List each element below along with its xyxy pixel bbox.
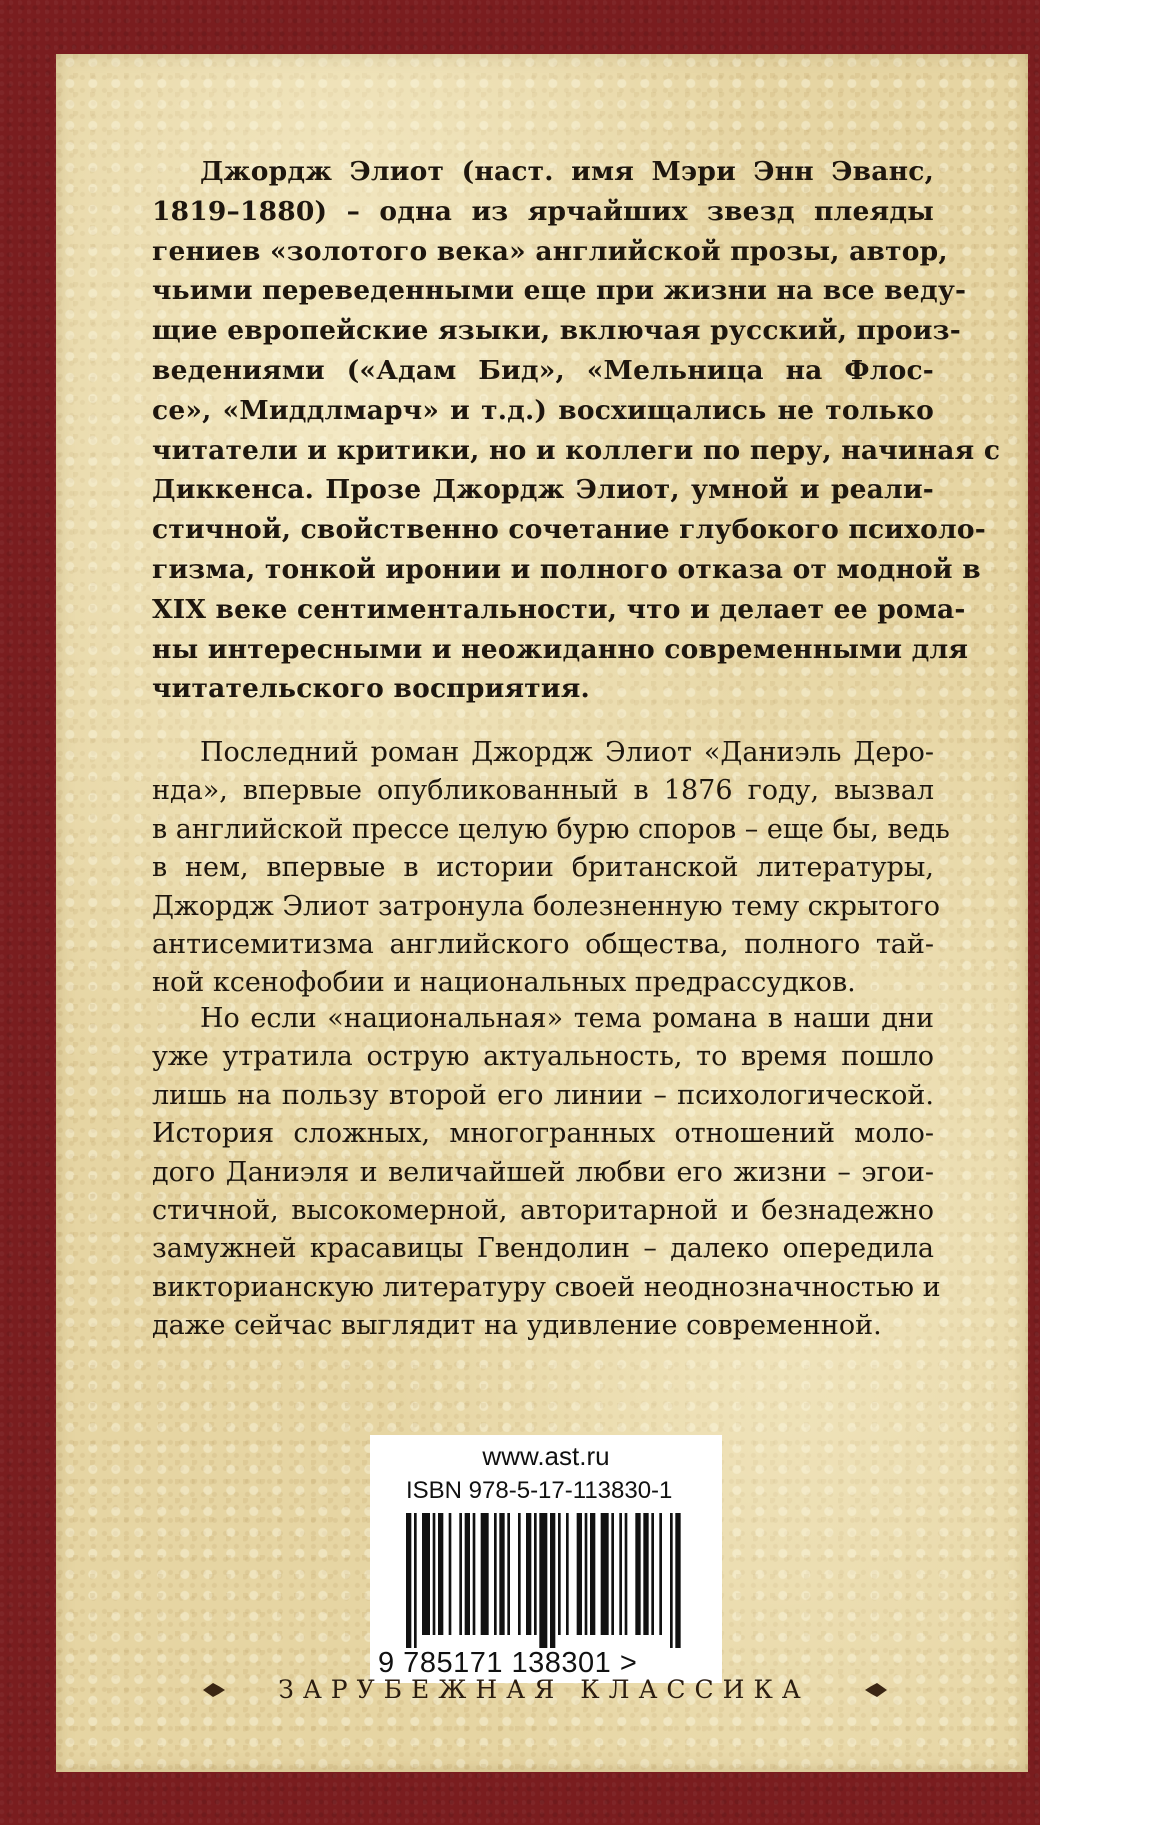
text-line: ной ксенофобии и национальных предрассудков. [152,967,856,999]
barcode-bar [670,1513,673,1648]
text-line: ны интересными и неожиданно современными для [152,633,969,665]
fleuron-left-icon [201,1680,227,1700]
barcode-bar [558,1513,561,1635]
text-line: гениев «золотого века» английской прозы, автор, [152,235,948,267]
text-line: Джордж Элиот (наст. имя Мэри Энн Эванс, [200,156,934,187]
text-line: се», «Миддлмарч» и т.д.) восхищались не только [152,394,934,426]
text-line: замужней красавицы Гвендолин – далеко опередила [152,1233,934,1265]
text-line: ведениями («Адам Бид», «Мельница на Флос- [152,354,934,386]
barcode-bar [611,1513,614,1635]
barcode-bar [675,1513,680,1648]
isbn-label: ISBN 978-5-17-113830-1 [406,1477,673,1504]
barcode-bar [433,1513,436,1635]
text-line: История сложных, многогранных отношений моло- [152,1118,934,1150]
barcode-bar [625,1513,628,1635]
barcode-bar [465,1513,470,1635]
text-line: Диккенса. Прозе Джордж Элиот, умной и реали- [152,474,934,506]
barcode-bar [550,1513,555,1648]
barcode-bar [422,1513,430,1635]
barcode-bar [473,1513,476,1635]
barcode-bar [577,1513,582,1635]
text-line: читатели и критики, но и коллеги по перу, начиная с [152,434,1001,466]
barcode-bar [643,1513,648,1635]
text-line: Но если «национальная» тема романа в наши дни [200,1003,934,1034]
fleuron-right-icon [863,1680,889,1700]
text-line: уже утратила острую актуальность, то время пошло [152,1041,934,1073]
barcode-bar [590,1513,595,1635]
text-line: даже сейчас выглядит на удивление современной. [152,1310,882,1342]
barcode-bar [414,1513,417,1648]
barcode-block [370,1435,722,1683]
barcode-bar [635,1513,640,1635]
description-paragraph-1 [152,734,950,1003]
text-line: гизма, тонкой иронии и полного отказа от модной в [152,553,981,585]
barcode-bar [659,1513,662,1635]
barcode-bar [494,1513,497,1635]
text-line: викторианскую литературу своей неоднозначностью и [152,1271,941,1303]
text-line: щие европейские языки, включая русский, произ- [152,315,961,347]
text-line: Джордж Элиот затронула болезненную тему скрытого [152,890,941,922]
series-banner [195,1668,895,1712]
text-line: 1819–1880) – одна из ярчайших звезд плеяды [152,195,934,227]
barcode-bar [507,1513,510,1635]
text-line: чьими переведенными еще при жизни на все веду- [152,275,967,307]
barcode-bars [406,1513,686,1648]
barcode-bar [406,1513,411,1648]
barcode-bar [499,1513,504,1635]
description-paragraph-2 [152,1000,941,1346]
barcode-bar [651,1513,654,1635]
ean-digits: 9 785171 138301 > [378,1647,638,1679]
text-line: в английской прессе целую бурю споров – еще бы, ведь [152,813,950,845]
annotation-paragraph [152,152,1001,709]
text-line: Последний роман Джордж Элиот «Даниэль Деро- [200,737,934,768]
text-line: нда», впервые опубликованный в 1876 году, вызвал [152,775,934,807]
text-line: читательского восприятия. [152,673,590,705]
barcode-bar [601,1513,609,1635]
barcode-bar [585,1513,588,1635]
barcode-bar [459,1513,462,1635]
barcode-bar [534,1513,537,1635]
barcode-bar [449,1513,452,1635]
barcode-bar [438,1513,443,1635]
text-line: лишь на пользу второй его линии – психологической. [152,1079,934,1111]
barcode-bar [526,1513,531,1635]
text-line: дого Даниэля и величайшей любви его жизни – эгои- [152,1156,934,1188]
publisher-url: www.ast.ru [482,1441,610,1471]
text-line: стичной, высокомерной, авторитарной и безнадежно [152,1195,934,1227]
barcode-bar [518,1513,521,1635]
barcode-bar [481,1513,489,1635]
barcode-bar [566,1513,569,1635]
barcode-bar [619,1513,622,1635]
series-title: ЗАРУБЕЖНАЯ КЛАССИКА [278,1675,810,1704]
text-line: антисемитизма английского общества, полного тай- [152,929,934,961]
text-line: XIX веке сентиментальности, что и делает ее рома- [152,593,966,625]
text-line: стичной, свойственно сочетание глубокого психоло- [152,514,986,546]
text-line: в нем, впервые в истории британской литературы, [152,852,934,884]
barcode-bar [539,1513,547,1648]
